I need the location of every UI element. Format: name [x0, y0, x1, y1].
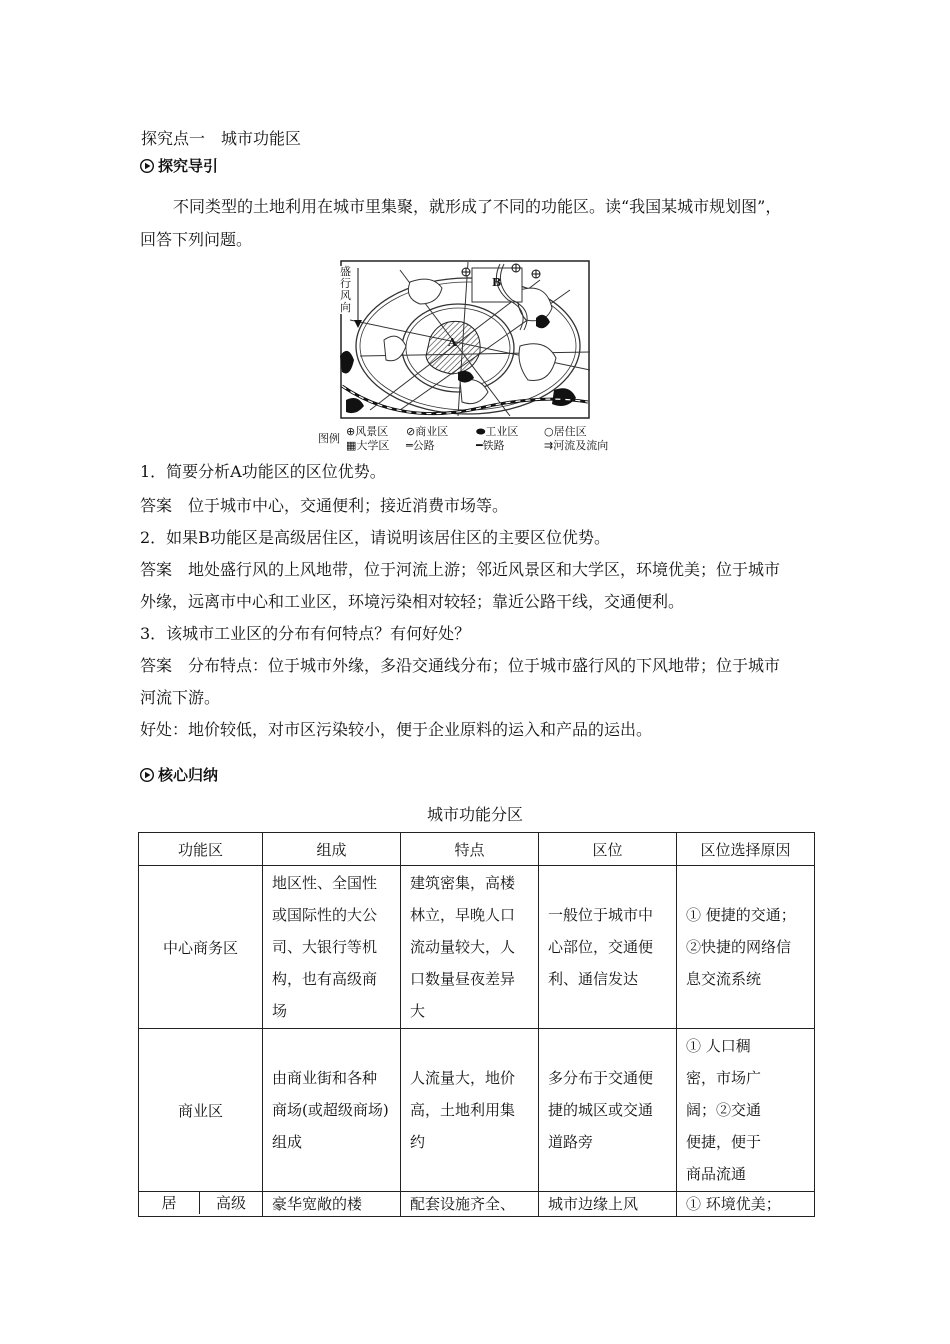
- table-header: 区位: [539, 833, 677, 866]
- road-icon: ═: [406, 439, 413, 452]
- legend-road-label: 公路: [412, 439, 435, 452]
- cell-text: 地区性、全国性或国际性的大公司、大银行等机构，也有高级商场: [272, 874, 378, 1020]
- table-row: [139, 1029, 815, 1192]
- core-heading-text: 核心归纳: [158, 766, 219, 784]
- table-cell: [539, 1029, 677, 1192]
- table-cell: [401, 1192, 539, 1217]
- answer-label: 答案: [140, 560, 173, 579]
- table-cell: [677, 1029, 815, 1192]
- legend-river: [544, 437, 608, 453]
- table-header: 组成: [263, 833, 401, 866]
- university-icon: ▦: [346, 439, 357, 452]
- table-cell-subarea: 高级: [215, 1194, 246, 1212]
- section-title: 探究点一 城市功能区: [141, 129, 302, 148]
- city-plan-map: [318, 260, 609, 460]
- legend-industrial-label: 工业区: [485, 425, 519, 438]
- table-cell: [539, 866, 677, 1029]
- scenic-icon: ⊕: [346, 425, 356, 438]
- answer-3: [140, 650, 780, 682]
- railway-icon: ━: [476, 439, 483, 452]
- function-zone-table: [138, 832, 815, 1217]
- guide-heading-text: 探究导引: [158, 157, 219, 175]
- play-circle-icon: [140, 159, 154, 173]
- table-header-row: [139, 833, 815, 866]
- cell-text: 人流量大，地价高，土地利用集约: [410, 1069, 516, 1151]
- cell-text: 建筑密集，高楼林立，早晚人口流动量较大，人口数量昼夜差异大: [410, 874, 516, 1020]
- area-b-label: B: [492, 276, 502, 289]
- wind-char: 风: [340, 289, 351, 302]
- answer-label: 答案: [140, 496, 173, 515]
- legend-title: 图例: [318, 432, 340, 445]
- industrial-blob-icon: ⬬: [476, 425, 486, 438]
- cell-text: ① 便捷的交通；②快捷的网络信息交流系统: [686, 906, 796, 988]
- table-header: 区位选择原因: [677, 833, 815, 866]
- legend-river-label: 河流及流向: [553, 439, 609, 452]
- answer-text: 地处盛行风的上风地带，位于河流上游；邻近风景区和大学区，环境优美；位于城市: [188, 560, 781, 579]
- core-heading: [140, 764, 218, 785]
- legend-commercial-label: 商业区: [415, 425, 449, 438]
- legend-railway-label: 铁路: [482, 439, 505, 452]
- intro-line-2: 回答下列问题。: [140, 230, 253, 249]
- legend-scenic-label: 风景区: [355, 425, 389, 438]
- table-header: 功能区: [139, 833, 263, 866]
- cell-text: 配套设施齐全、: [410, 1195, 516, 1213]
- table-cell: [263, 1029, 401, 1192]
- legend-railway: [476, 437, 505, 453]
- answer-1: [140, 490, 508, 522]
- table-cell-area: 居: [139, 1192, 200, 1214]
- area-a-label: A: [448, 336, 457, 349]
- river-icon: ⇉: [544, 439, 554, 452]
- play-circle-icon: [140, 768, 154, 782]
- intro-line-1: 不同类型的土地利用在城市里集聚，就形成了不同的功能区。读“我国某城市规划图”，: [173, 197, 782, 216]
- table-header: 特点: [401, 833, 539, 866]
- cell-text: 一般位于城市中心部位，交通便利、通信发达: [548, 906, 654, 988]
- table-cell: [677, 1192, 815, 1217]
- table-cell: [539, 1192, 677, 1217]
- legend-university-label: 大学区: [356, 439, 390, 452]
- answer-3-benefit: 好处：地价较低，对市区污染较小，便于企业原料的运入和产品的运出。: [140, 720, 653, 739]
- cell-text: 城市边缘上风: [548, 1195, 639, 1213]
- table-cell: [401, 866, 539, 1029]
- table-cell: [263, 1192, 401, 1217]
- answer-2-cont: 外缘，远离市中心和工业区，环境污染相对较轻；靠近公路干线，交通便利。: [140, 592, 685, 611]
- table-row: [139, 1192, 815, 1217]
- cell-text: 由商业街和各种商场(或超级商场)组成: [272, 1069, 389, 1151]
- wind-direction-label: [340, 266, 352, 314]
- table-cell: [401, 1029, 539, 1192]
- legend-road: [406, 437, 435, 453]
- answer-3-cont: 河流下游。: [140, 688, 221, 707]
- cell-text: ① 环境优美；: [686, 1195, 781, 1213]
- wind-char: 行: [340, 277, 351, 290]
- hatch-icon: ⊘: [406, 425, 416, 438]
- answer-label: 答案: [140, 656, 173, 675]
- table-caption: 城市功能分区: [426, 805, 523, 824]
- answer-2: [140, 554, 780, 586]
- answer-text: 分布特点：位于城市外缘，多沿交通线分布；位于城市盛行风的下风地带；位于城市: [188, 656, 781, 675]
- legend-residential-label: 居住区: [553, 425, 587, 438]
- table-cell-area-split: [139, 1192, 263, 1217]
- question-1: 1．简要分析A功能区的区位优势。: [140, 462, 386, 481]
- question-2: 2．如果B功能区是高级居住区，请说明该居住区的主要区位优势。: [140, 528, 610, 547]
- wind-char: 盛: [340, 265, 351, 278]
- guide-heading: [140, 155, 218, 176]
- table-cell-area: 中心商务区: [139, 866, 263, 1029]
- table-row: [139, 866, 815, 1029]
- table-cell: [263, 866, 401, 1029]
- answer-text: 位于城市中心，交通便利；接近消费市场等。: [188, 496, 509, 515]
- cell-text: 多分布于交通便捷的城区或交通道路旁: [548, 1069, 654, 1151]
- cell-text: ① 人口稠密，市场广阔；②交通便捷，便于商品流通: [686, 1037, 762, 1183]
- question-3: 3．该城市工业区的分布有何特点？有何好处？: [140, 624, 471, 643]
- residential-circle-icon: ○: [544, 425, 554, 438]
- table-cell-area: 商业区: [139, 1029, 263, 1192]
- wind-char: 向: [340, 301, 351, 314]
- table-cell: [677, 866, 815, 1029]
- legend-university: [346, 437, 389, 453]
- cell-text: 豪华宽敞的楼: [272, 1195, 363, 1213]
